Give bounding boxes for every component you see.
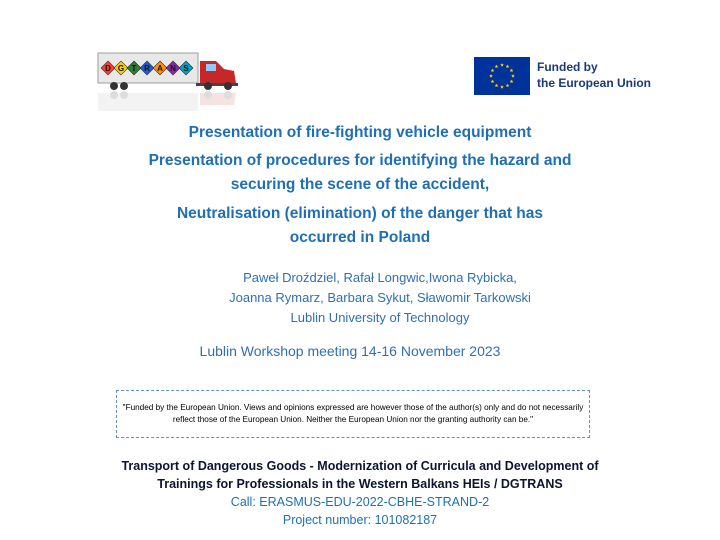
svg-text:T: T bbox=[131, 64, 137, 73]
eu-funding-text bbox=[537, 59, 677, 91]
svg-text:A: A bbox=[157, 64, 163, 73]
wheel-icon bbox=[120, 82, 128, 90]
eu-funding-logo bbox=[474, 57, 674, 97]
svg-text:R: R bbox=[144, 64, 150, 73]
authors-line-2: Joanna Rymarz, Barbara Sykut, Sławomir Tarkowski bbox=[229, 290, 531, 305]
call-line: Call: ERASMUS-EDU-2022-CBHE-STRAND-2 bbox=[230, 495, 490, 509]
disclaimer-text: "Funded by the European Union. Views and opinions expressed are however those of the author(s) only and do not necessarily reflect those of the European Union. Neither the European Union nor the granting authority can be." bbox=[122, 402, 584, 424]
svg-text:N: N bbox=[170, 64, 176, 73]
eu-flag-icon bbox=[474, 57, 530, 95]
svg-text:S: S bbox=[183, 64, 189, 73]
wheel-icon bbox=[110, 82, 118, 90]
title-line-1: Presentation of fire-fighting vehicle equipment bbox=[188, 124, 532, 141]
svg-text:G: G bbox=[117, 64, 125, 73]
truck-cab-icon bbox=[200, 61, 236, 83]
wheel-icon bbox=[224, 82, 232, 90]
eu-line2: the European Union bbox=[537, 76, 651, 90]
project-title-line-1: Transport of Dangerous Goods - Modernization of Curricula and Development of bbox=[121, 459, 599, 473]
affiliation: Lublin University of Technology bbox=[290, 310, 470, 325]
disclaimer-box bbox=[116, 390, 590, 438]
svg-text:D: D bbox=[105, 64, 111, 73]
project-number: Project number: 101082187 bbox=[282, 513, 438, 527]
authors-line-1: Paweł Droździel, Rafał Longwic,Iwona Rybicka, bbox=[243, 270, 517, 285]
wheel-icon bbox=[204, 82, 212, 90]
title-line-3b: occurred in Poland bbox=[289, 229, 431, 246]
title-line-2a: Presentation of procedures for identifying the hazard and bbox=[148, 152, 572, 169]
workshop-line: Lublin Workshop meeting 14-16 November 2023 bbox=[199, 343, 501, 359]
title-line-2b: securing the scene of the accident, bbox=[230, 176, 490, 193]
eu-line1: Funded by bbox=[537, 60, 598, 74]
project-title-line-2: Trainings for Professionals in the Western Balkans HEIs / DGTRANS bbox=[157, 477, 563, 491]
dgtrans-truck-logo bbox=[96, 45, 248, 125]
title-line-3a: Neutralisation (elimination) of the danger that has bbox=[176, 205, 543, 222]
